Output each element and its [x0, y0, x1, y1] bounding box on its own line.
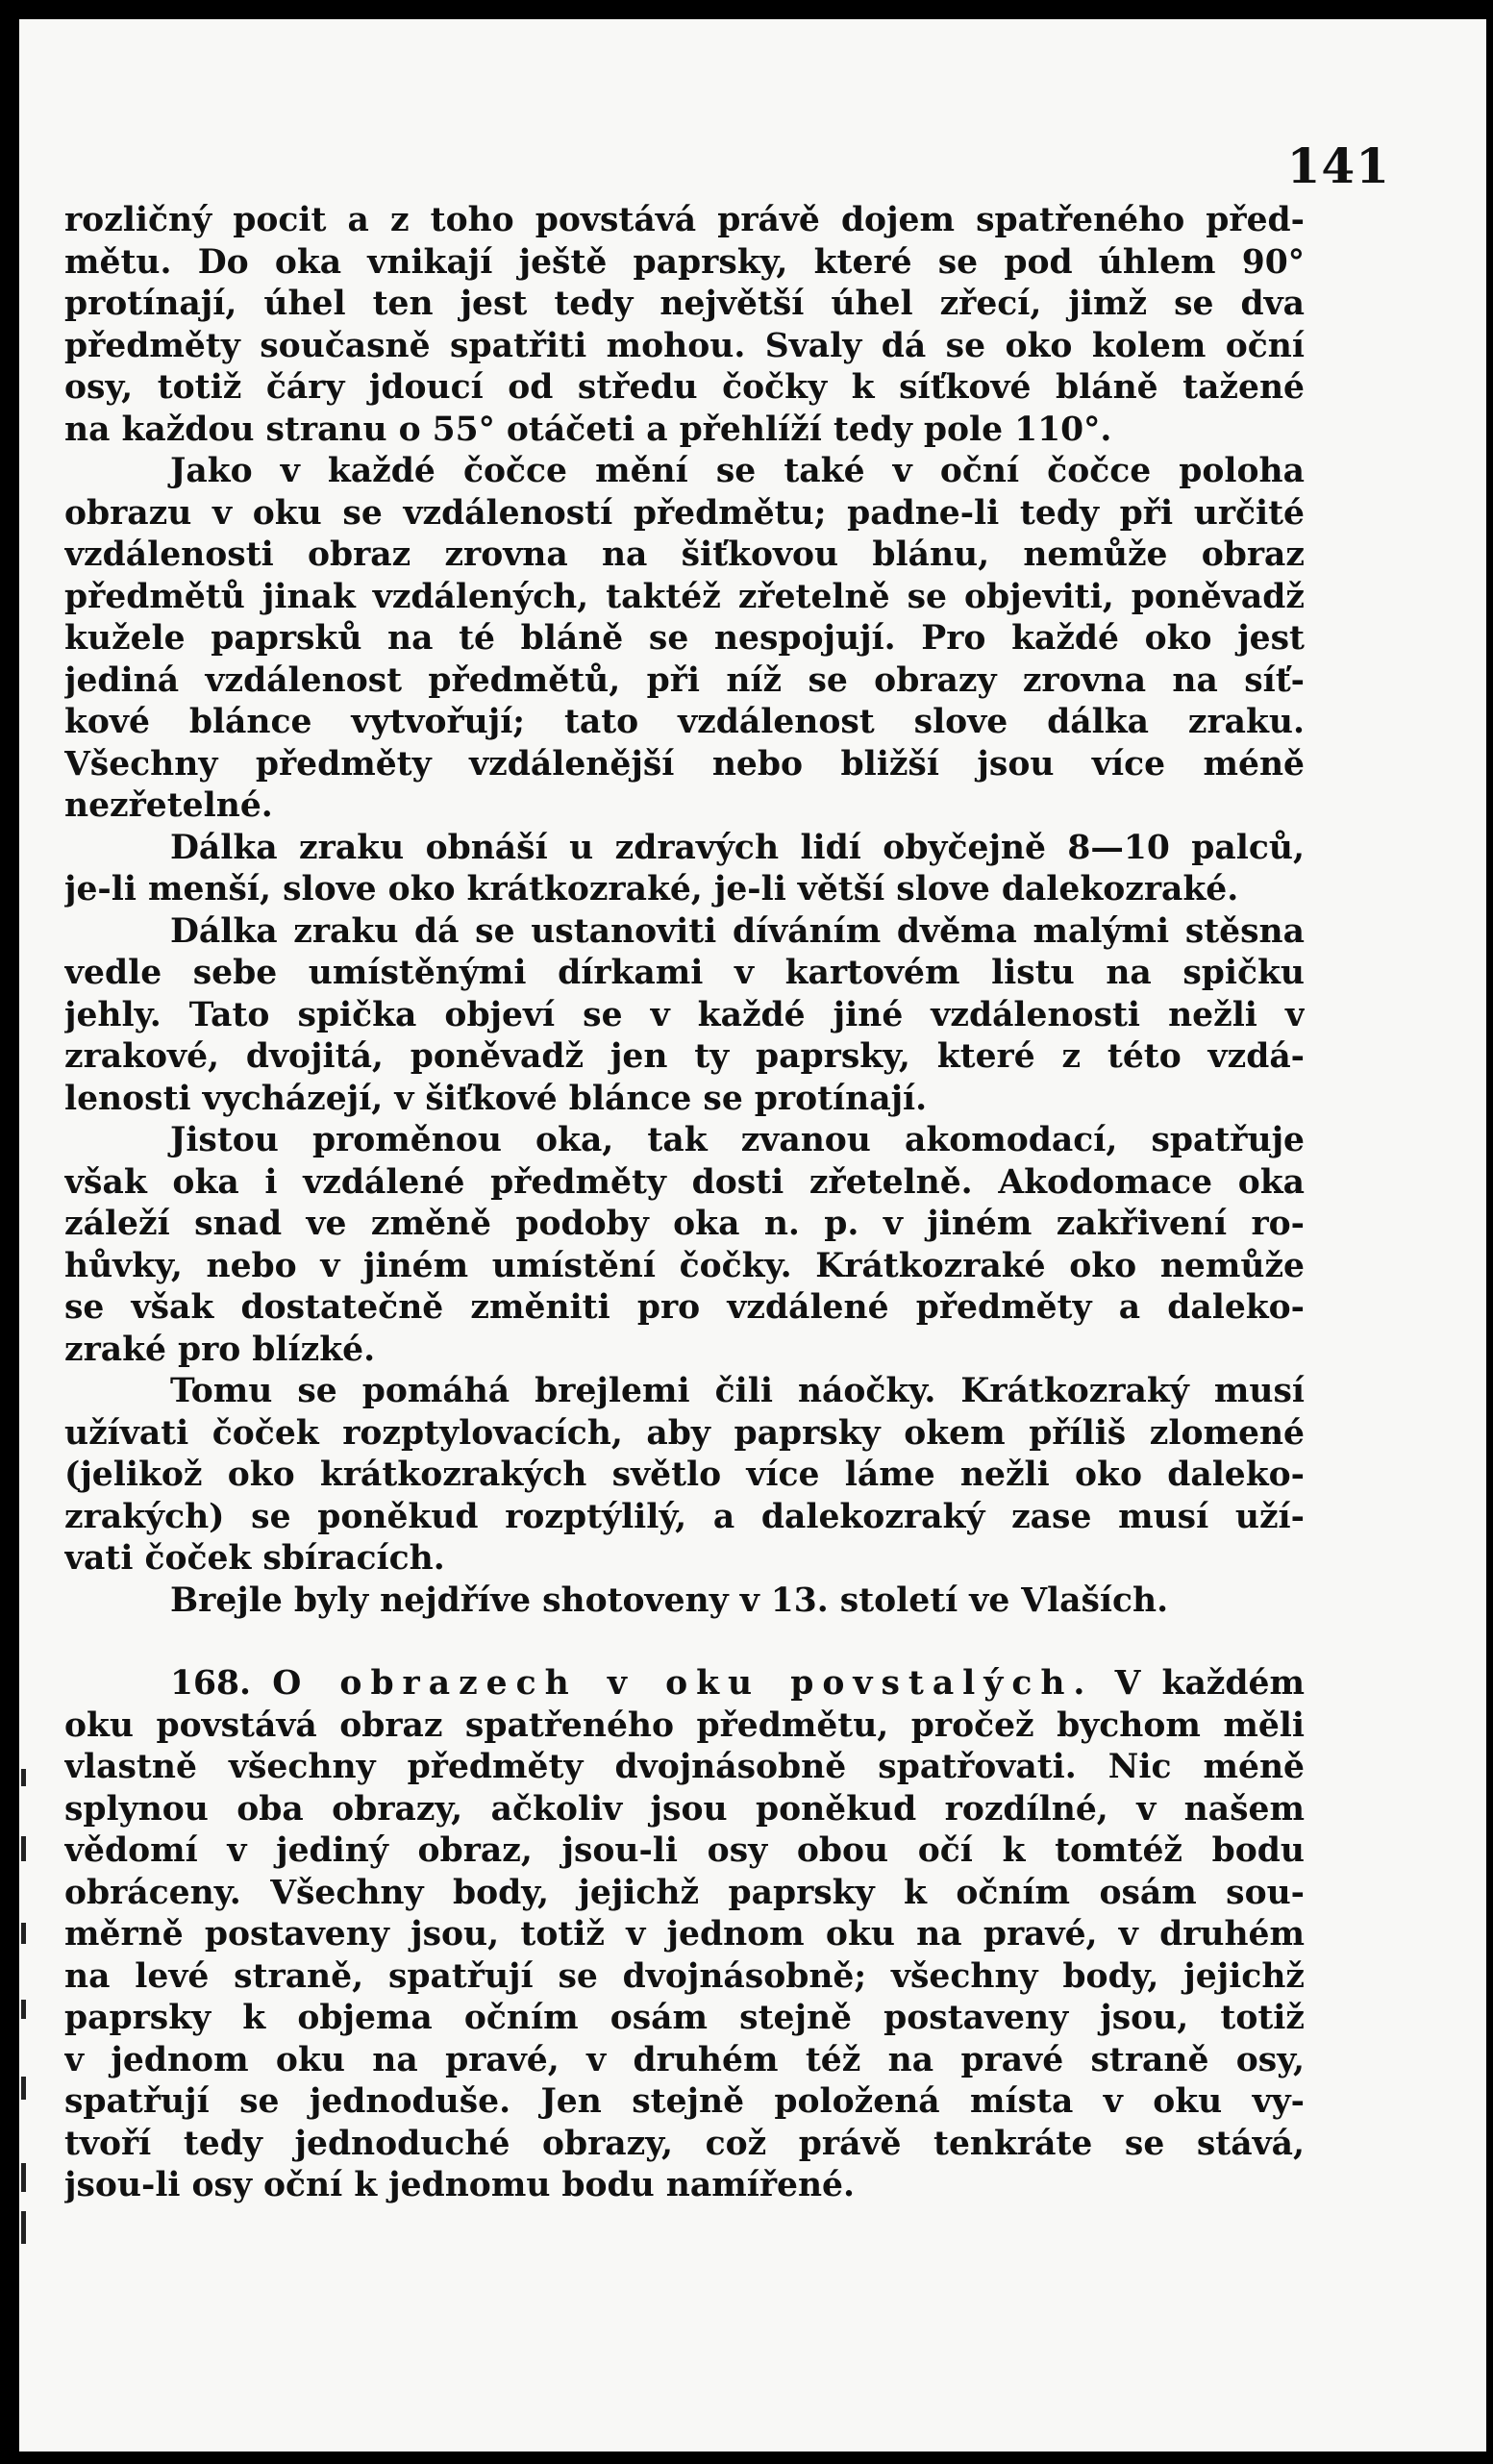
margin-mark: [21, 1923, 26, 1944]
text-line: předmětů jinak vzdálených, taktéž zřetelně se objeviti, poněvadž: [64, 577, 1305, 616]
section-first-line-rest: V každém: [1114, 1664, 1305, 1703]
text-line: vedle sebe umístěnými dírkami v kartovém listu na spičku: [64, 954, 1305, 992]
text-line: oku povstává obraz spatřeného předmětu, pročež bychom měli: [64, 1705, 1305, 1745]
margin-mark: [21, 2077, 26, 2100]
margin-mark: [21, 2163, 26, 2192]
section-title: O obrazech v oku povstalých.: [272, 1664, 1094, 1703]
text-line: Dálka zraku dá se ustanoviti díváním dvěma malými stěsna: [170, 911, 1305, 951]
main-paragraphs: [64, 200, 1305, 1622]
text-line: Brejle byly nejdříve shotoveny v 13. století ve Vlaších.: [170, 1580, 1169, 1620]
text-line: lenosti vycházejí, v šiťkové blánce se protínají.: [64, 1079, 928, 1118]
text-line: Všechny předměty vzdálenější nebo bližší jsou více méně: [64, 744, 1305, 784]
text-line: na každou stranu o 55° otáčeti a přehlíží tedy pole 110°.: [64, 410, 1112, 449]
text-line: rozličný pocit a z toho povstává právě dojem spatřeného před-: [64, 201, 1305, 239]
text-line: v jednom oku na pravé, v druhém též na pravé straně osy,: [64, 2040, 1305, 2079]
section-paragraph: [64, 1705, 1305, 2207]
text-line: obráceny. Všechny body, jejichž paprsky k očním osám sou-: [64, 1873, 1305, 1912]
text-line: mětu. Do oka vnikají ještě paprsky, které se pod úhlem 90°: [64, 242, 1305, 282]
text-line: vlastně všechny předměty dvojnásobně spatřovati. Nic méně: [64, 1748, 1305, 1786]
text-line: zrakých) se poněkud rozptýlilý, a dalekozraký zase musí uží-: [64, 1497, 1305, 1536]
margin-mark: [21, 1769, 26, 1786]
text-line: jediná vzdálenost předmětů, při níž se obrazy zrovna na síť-: [64, 660, 1305, 700]
text-line: však oka i vzdálené předměty dosti zřetelně. Akodomace oka: [64, 1162, 1305, 1202]
text-line: užívati čoček rozptylovacích, aby paprsky okem příliš zlomené: [64, 1413, 1305, 1453]
text-line: kužele paprsků na té bláně se nespojují. Pro každé oko jest: [64, 619, 1305, 658]
text-line: protínají, úhel ten jest tedy největší úhel zřecí, jimž se dva: [64, 285, 1305, 323]
text-line: hůvky, nebo v jiném umístění čočky. Krátkozraké oko nemůže: [64, 1246, 1305, 1285]
text-line: obrazu v oku se vzdáleností předmětu; padne-li tedy při určité: [64, 493, 1305, 533]
text-line: kové blánce vytvořují; tato vzdálenost slove dálka zraku.: [64, 703, 1305, 741]
text-line: nezřetelné.: [64, 786, 273, 825]
text-line: na levé straně, spatřují se dvojnásobně; všechny body, jejichž: [64, 1956, 1305, 1996]
page-number: 141: [1286, 137, 1390, 194]
text-line: (jelikož oko krátkozrakých světlo více láme nežli oko daleko-: [64, 1456, 1305, 1494]
text-line: spatřují se jednoduše. Jen stejně položená místa v oku vy-: [64, 2082, 1305, 2121]
text-line: předměty současně spatřiti mohou. Svaly dá se oko kolem oční: [64, 326, 1305, 365]
margin-mark: [21, 2211, 26, 2244]
text-line: vzdálenosti obraz zrovna na šiťkovou blánu, nemůže obraz: [64, 535, 1305, 574]
text-line: tvoří tedy jednoduché obrazy, což právě tenkráte se stává,: [64, 2124, 1305, 2163]
text-line: paprsky k objema očním osám stejně postaveny jsou, totiž: [64, 1999, 1305, 2037]
section-number: 168.: [170, 1664, 252, 1703]
body-text: [64, 200, 1305, 2207]
text-line: měrně postaveny jsou, totiž v jednom oku na pravé, v druhém: [64, 1915, 1305, 1954]
section-heading-line: [64, 1663, 1305, 1705]
text-line: vati čoček sbíracích.: [64, 1539, 445, 1578]
text-line: Jistou proměnou oka, tak zvanou akomodací, spatřuje: [170, 1121, 1305, 1159]
margin-mark: [21, 2000, 26, 2019]
text-line: zrakové, dvojitá, poněvadž jen ty paprsky, které z této vzdá-: [64, 1037, 1305, 1076]
text-line: záleží snad ve změně podoby oka n. p. v jiném zakřivení ro-: [64, 1205, 1305, 1243]
text-line: vědomí v jediný obraz, jsou-li osy obou očí k tomtéž bodu: [64, 1831, 1305, 1870]
text-line: Tomu se pomáhá brejlemi čili náočky. Krátkozraký musí: [170, 1372, 1305, 1410]
text-line: jsou-li osy oční k jednomu bodu namířené.: [64, 2166, 855, 2204]
text-line: osy, totiž čáry jdoucí od středu čočky k síťkové bláně tažené: [64, 368, 1305, 407]
text-line: jehly. Tato spička objeví se v každé jiné vzdálenosti nežli v: [64, 995, 1305, 1034]
text-line: je-li menší, slove oko krátkozraké, je-li větší slove dalekozraké.: [64, 870, 1239, 908]
text-line: splynou oba obrazy, ačkoliv jsou poněkud rozdílné, v našem: [64, 1789, 1305, 1829]
text-line: Dálka zraku obnáší u zdravých lidí obyčejně 8—10 palců,: [170, 828, 1305, 867]
text-line: Jako v každé čočce mění se také v oční čočce poloha: [170, 452, 1305, 490]
margin-marks: [19, 1750, 33, 2259]
text-line: se však dostatečně změniti pro vzdálené předměty a daleko-: [64, 1288, 1305, 1327]
margin-mark: [21, 1836, 26, 1861]
text-line: zraké pro blízké.: [64, 1330, 376, 1369]
book-page: [19, 19, 1486, 2452]
